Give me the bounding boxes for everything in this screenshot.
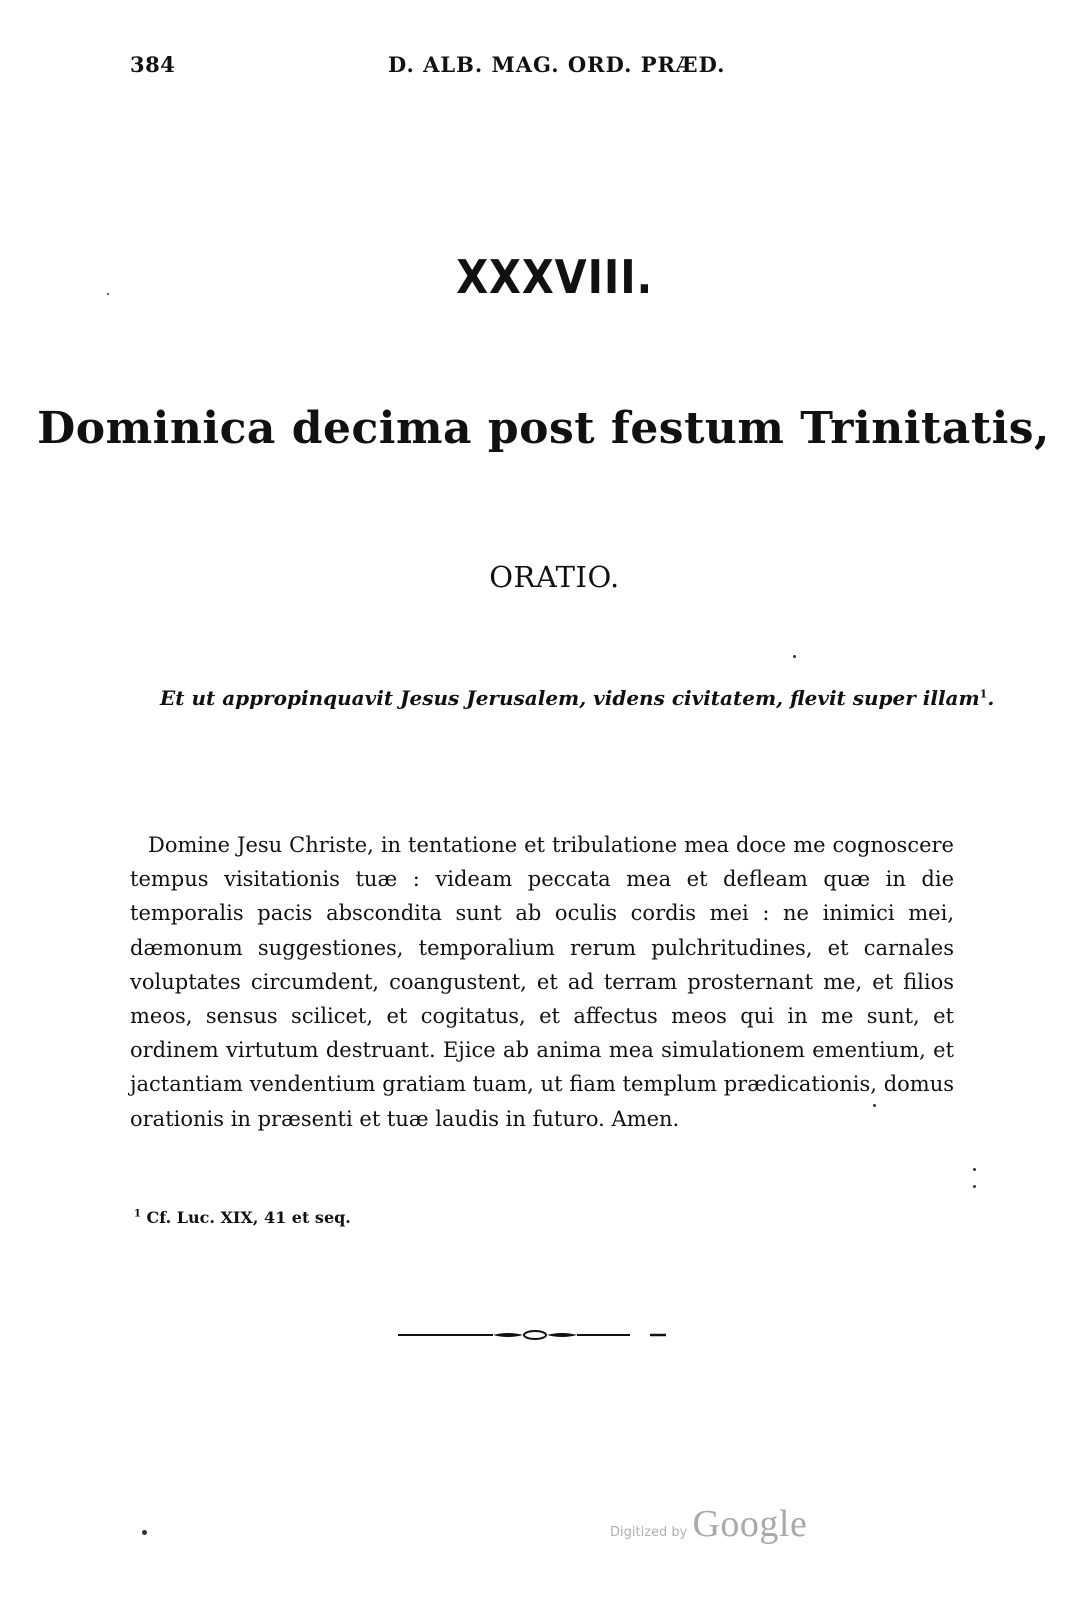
scan-speck: [873, 1104, 876, 1107]
oratio-heading: ORATIO.: [489, 560, 620, 594]
section-title: Dominica decima post festum Trinitatis,: [37, 403, 1050, 454]
epigraph-footnote-marker[interactable]: 1: [979, 687, 988, 701]
scan-speck: [142, 1530, 147, 1535]
scan-speck: [793, 655, 796, 658]
google-logo-icon: Google: [692, 1503, 808, 1545]
epigraph-end: .: [987, 686, 995, 710]
prayer-paragraph: Domine Jesu Christe, in tentatione et tribulatione mea doce me cognoscere tempus visitationis tuæ : videam peccata mea et defleam quæ in die temporalis pacis abscondita sunt ab oculis cordis mei : ne inimici mei, dæmonum suggestiones, temporalium rerum pulchritudines, et carnales voluptates circumdent, coangustent, et ad terram prosternant me, et filios meos, sensus scilicet, et cogitatus, et affectus meos qui in me sunt, et ordinem virtutum destruant. Ejice ab anima mea simulationem ementium, et jactantiam vendentium gratiam tuam, ut fiam templum prædicationis, domus orationis in præsenti et tuæ laudis in futuro. Amen.: [130, 833, 954, 1131]
ornament-divider-icon: [398, 1325, 668, 1345]
watermark-prefix: Digitized by: [610, 1525, 688, 1540]
scan-speck: [107, 293, 109, 295]
footnote-text: Cf. Luc. XIX, 41 et seq.: [146, 1208, 351, 1227]
footnote: [134, 1208, 351, 1227]
scan-speck: [973, 1168, 976, 1171]
running-title: D. ALB. MAG. ORD. PRÆD.: [388, 52, 726, 77]
running-head: [130, 52, 960, 84]
epigraph-text: Et ut appropinquavit Jesus Jerusalem, videns civitatem, flevit super illam: [160, 686, 980, 710]
digitized-watermark: [610, 1502, 807, 1552]
page-number: 384: [130, 52, 176, 77]
chapter-number: XXXVIII.: [456, 250, 654, 304]
scan-speck: [973, 1185, 976, 1188]
footnote-marker: 1: [134, 1208, 141, 1220]
epigraph: [160, 686, 995, 710]
